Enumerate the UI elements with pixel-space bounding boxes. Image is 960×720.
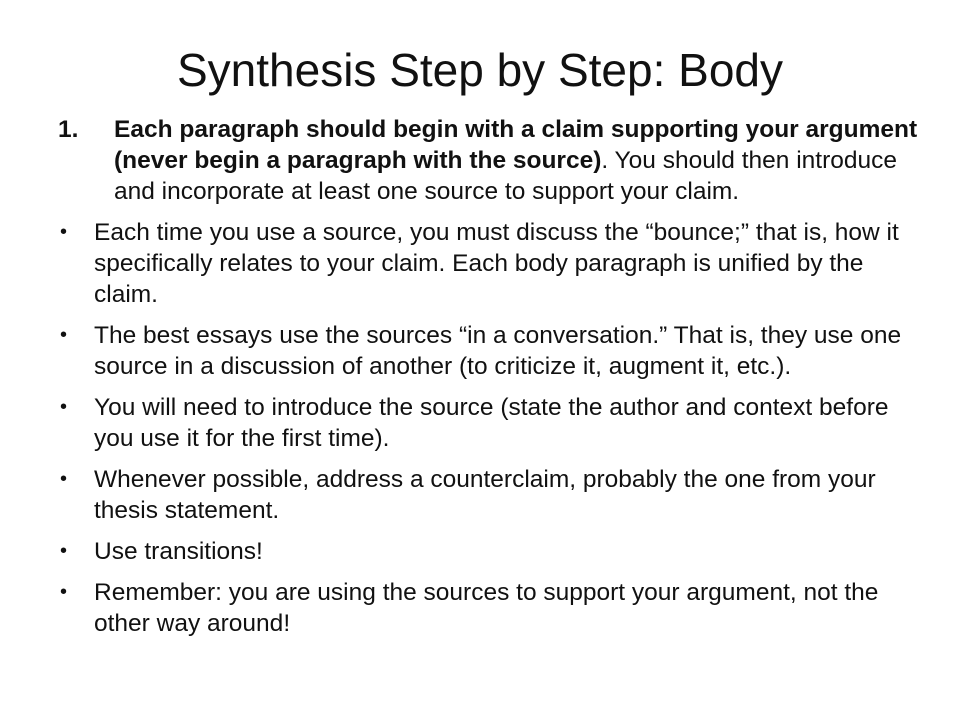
bullet-icon: • <box>60 540 68 562</box>
bullet-item-5 <box>58 536 918 567</box>
bullet-icon: • <box>60 468 68 490</box>
bullet-item-text: Remember: you are using the sources to support your argument, not the other way around! <box>94 579 879 637</box>
bullet-item-text: Use transitions! <box>94 538 263 565</box>
bullet-item-text: You will need to introduce the source (state the author and context before you use it for the first time). <box>94 394 889 452</box>
bullet-item-4 <box>58 464 918 526</box>
bullet-item-2 <box>58 320 918 382</box>
bullet-item-text: Whenever possible, address a counterclaim, probably the one from your thesis statement. <box>94 466 876 524</box>
bullet-icon: • <box>60 324 68 346</box>
numbered-item-text: . You should then introduce and incorporate at least one source to support your claim. <box>114 147 897 205</box>
bullet-item-3 <box>58 392 918 454</box>
bullet-item-1 <box>58 217 918 310</box>
bullet-item-6 <box>58 577 918 639</box>
bullet-icon: • <box>60 221 68 243</box>
bullet-item-text: Each time you use a source, you must discuss the “bounce;” that is, how it specifically relates to your claim. Each body paragraph is unified by the claim. <box>94 219 899 308</box>
bullet-icon: • <box>60 396 68 418</box>
bullet-icon: • <box>60 581 68 603</box>
item-number: 1. <box>58 116 79 143</box>
numbered-item-bold-text: Each paragraph should begin with a claim supporting your argument (never begin a paragraph with the source) <box>114 116 918 174</box>
bullet-item-text: The best essays use the sources “in a conversation.” That is, they use one source in a discussion of another (to criticize it, augment it, etc.). <box>94 322 902 380</box>
numbered-item-1 <box>58 114 918 207</box>
slide-body <box>58 114 918 649</box>
slide-title: Synthesis Step by Step: Body <box>176 44 784 96</box>
